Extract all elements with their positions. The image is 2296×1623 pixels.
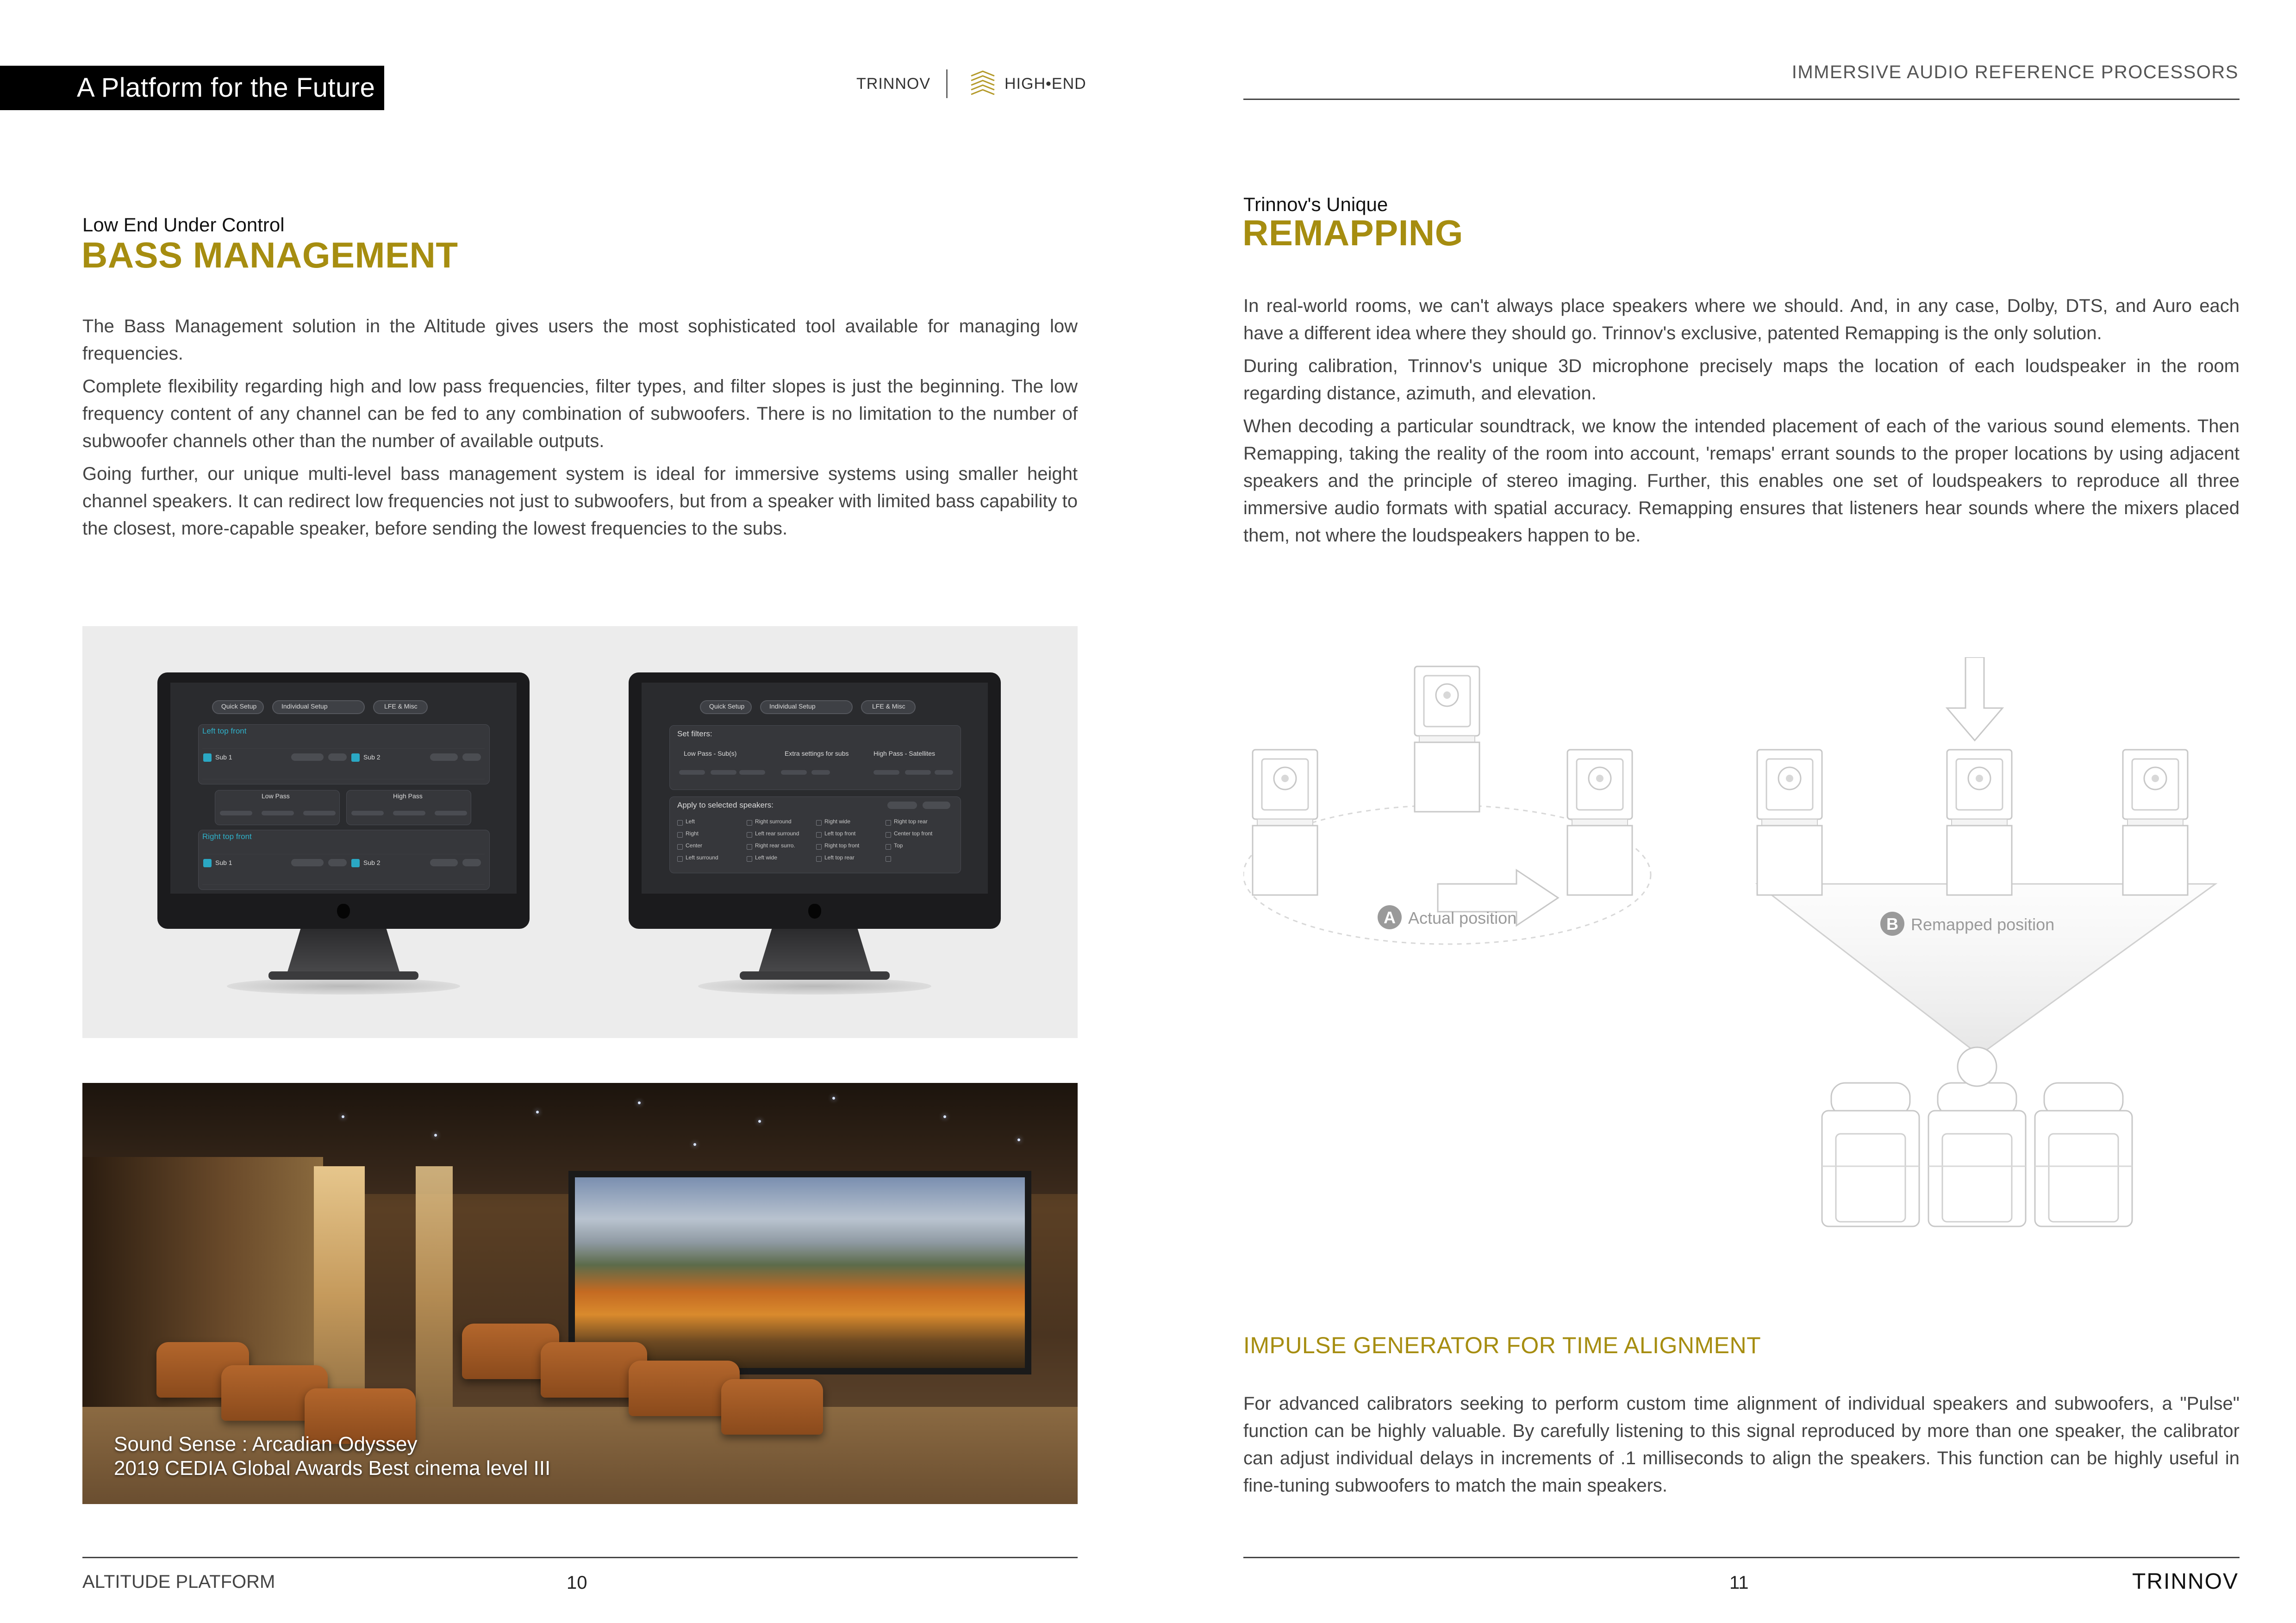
brand-divider: [946, 69, 948, 98]
label-actual-position: Actual position: [1408, 908, 1517, 927]
speaker-checkbox-label: Left top rear: [824, 854, 855, 861]
bass-paragraph: The Bass Management solution in the Altitude gives users the most sophisticated tool available for managing low frequencies.: [82, 316, 1078, 364]
speaker-group-left-top-front: Left top front Sub 1 Sub 2: [198, 724, 490, 784]
monitor-stand: [758, 929, 871, 973]
speaker-checkbox-label: Right rear surro.: [755, 842, 795, 849]
sub2-checkbox[interactable]: [351, 753, 360, 762]
impulse-body: [1243, 1390, 2240, 1505]
footer-brand: TRINNOV: [2132, 1569, 2239, 1594]
speaker-checkbox-label: Right surround: [755, 818, 792, 825]
speaker-checkbox-label: Right top rear: [894, 818, 928, 825]
speaker-checkbox[interactable]: [677, 832, 683, 838]
footer-left-label: ALTITUDE PLATFORM: [82, 1572, 275, 1592]
high-end-logo-icon: [969, 69, 996, 96]
speaker-checkbox-label: Center top front: [894, 830, 933, 837]
remapping-paragraph: When decoding a particular soundtrack, we know the intended placement of each of the various sound elements. Then Remapping, taking the reality of the room into account, 'remaps' errant sounds to the proper locations by using adjacent speakers and the principle of stereo imaging. Further, this enables one set of loudspeakers to reproduce all three immersive audio formats with spatial accuracy. Remapping ensures that listeners hear sounds where the mixers placed them, not where the loudspeakers happen to be.: [1243, 416, 2240, 546]
monitor-frame: [157, 672, 530, 929]
footer-rule-left: [82, 1557, 1078, 1558]
bass-heading: BASS MANAGEMENT: [81, 235, 458, 275]
unselect-all-button[interactable]: [887, 802, 917, 809]
tab-lfe-misc[interactable]: LFE & Misc: [861, 700, 916, 714]
bass-body: [82, 313, 1078, 548]
tab-quick-setup[interactable]: Quick Setup: [700, 700, 752, 714]
toggle[interactable]: [462, 753, 481, 761]
speaker-checkbox-label: Right wide: [824, 818, 851, 825]
tab-individual-setup[interactable]: Individual Setup: [760, 700, 853, 714]
speaker-checkbox[interactable]: [886, 844, 891, 850]
speaker-checkbox[interactable]: [677, 820, 683, 826]
impulse-paragraph: For advanced calibrators seeking to perform custom time alignment of individual speakers and subwoofers, a "Pulse" function can be highly valuable. By carefully listening to this signal reproduced by more than one speaker, the calibrator can adjust individual delays in increments of .1 milliseconds to align the speakers. This function can be highly useful in fine-tuning subwoofers to match the main speakers.: [1243, 1393, 2240, 1496]
monitors-panel: [82, 626, 1078, 1038]
speaker-checkbox[interactable]: [747, 820, 752, 826]
brand-tagline: HIGH•END: [1004, 75, 1086, 93]
speaker-checkbox[interactable]: [677, 844, 683, 850]
photo-caption: [114, 1432, 550, 1480]
low-pass-box: Low Pass: [215, 790, 340, 825]
speaker-checkbox-label: Left rear surround: [755, 830, 799, 837]
speaker-checkbox-label: Right top front: [824, 842, 860, 849]
remapping-heading: REMAPPING: [1242, 212, 1463, 253]
speaker-checkbox-label: Top: [894, 842, 903, 849]
page-number-left: 10: [567, 1573, 587, 1593]
badge-b: B: [1886, 914, 1898, 933]
remapping-body: [1243, 292, 2240, 555]
gain-stepper[interactable]: [430, 753, 458, 761]
high-pass-box: High Pass: [346, 790, 471, 825]
cinema-photo: [82, 1083, 1078, 1504]
header-divider: [1243, 99, 2240, 100]
speaker-checkbox[interactable]: [886, 856, 891, 862]
remapping-paragraph: During calibration, Trinnov's unique 3D microphone precisely maps the location of each loudspeaker in the room regarding distance, azimuth, and elevation.: [1243, 356, 2240, 404]
tab-quick-setup[interactable]: Quick Setup: [212, 700, 264, 714]
apple-logo-icon: [808, 904, 821, 919]
speaker-checkbox-label: Left surround: [686, 854, 718, 861]
bass-kicker: Low End Under Control: [82, 214, 285, 236]
monitor-stand: [287, 929, 400, 973]
caption-line: 2019 CEDIA Global Awards Best cinema level III: [114, 1457, 551, 1480]
apple-logo-icon: [337, 904, 350, 919]
monitor-frame: [629, 672, 1001, 929]
select-all-button[interactable]: [923, 802, 950, 809]
label-remapped-position: Remapped position: [1911, 915, 2055, 934]
speaker-checkbox-label: Center: [686, 842, 703, 849]
speaker-checkbox-label: Left wide: [755, 854, 778, 861]
speaker-checkbox[interactable]: [747, 844, 752, 850]
speaker-checkbox-label: Left: [686, 818, 695, 825]
toggle[interactable]: [328, 753, 347, 761]
remapping-kicker: Trinnov's Unique: [1243, 193, 1388, 215]
sub2-checkbox[interactable]: [351, 859, 360, 867]
speaker-checkbox[interactable]: [886, 832, 891, 838]
set-filters-title: Set filters:: [677, 729, 712, 738]
speaker-checkbox-label: Left top front: [824, 830, 856, 837]
speaker-checkbox[interactable]: [816, 844, 822, 850]
right-page-header: IMMERSIVE AUDIO REFERENCE PROCESSORS: [1791, 62, 2239, 82]
sub1-checkbox[interactable]: [203, 859, 212, 867]
speaker-checkbox[interactable]: [747, 832, 752, 838]
remapping-diagram: [1243, 657, 2240, 1277]
speaker-checkbox[interactable]: [677, 856, 683, 862]
impulse-heading: IMPULSE GENERATOR FOR TIME ALIGNMENT: [1243, 1332, 1761, 1358]
remapping-paragraph: In real-world rooms, we can't always place speakers where we should. And, in any case, Dolby, DTS, and Auro each have a different idea where they should go. Trinnov's exclusive, patented Remapping is the only solution.: [1243, 296, 2240, 343]
speaker-checkbox[interactable]: [886, 820, 891, 826]
footer-rule-right: [1243, 1557, 2240, 1558]
section-title: Right top front: [202, 832, 252, 841]
speaker-checkbox[interactable]: [816, 820, 822, 826]
tab-lfe-misc[interactable]: LFE & Misc: [373, 700, 428, 714]
screen-set-filters: [642, 683, 988, 894]
speaker-checkbox[interactable]: [747, 856, 752, 862]
speaker-checkbox[interactable]: [816, 856, 822, 862]
caption-line: Sound Sense : Arcadian Odyssey: [114, 1433, 418, 1455]
bass-paragraph: Complete flexibility regarding high and low pass frequencies, filter types, and filter slopes is just the beginning. The low frequency content of any channel can be fed to any combination of subwoofers. There is no limitation to the number of subwoofer channels other than the number of available outputs.: [82, 376, 1078, 451]
screen-individual-setup: [170, 683, 517, 894]
tab-individual-setup[interactable]: Individual Setup: [272, 700, 365, 714]
speaker-group-right-top-front: Right top front Sub 1 Sub 2: [198, 830, 490, 890]
brand-name: TRINNOV: [856, 75, 930, 93]
apply-title: Apply to selected speakers:: [677, 801, 774, 809]
sub1-checkbox[interactable]: [203, 753, 212, 762]
gain-stepper[interactable]: [291, 753, 324, 761]
apply-speakers-box: [669, 796, 961, 873]
badge-a: A: [1384, 908, 1396, 927]
section-title-bar: A Platform for the Future: [0, 66, 384, 110]
section-title: Left top front: [202, 727, 247, 735]
cinema-seat: [721, 1379, 823, 1435]
speaker-checkbox-label: Right: [686, 830, 699, 837]
set-filters-box: Set filters: Low Pass - Sub(s) Extra settings for subs High Pass - Satellites: [669, 725, 961, 790]
bass-paragraph: Going further, our unique multi-level bass management system is ideal for immersive systems using smaller height channel speakers. It can redirect low frequencies not just to subwoofers, but from a speaker with limited bass capability to the closest, more-capable speaker, before sending the lowest frequencies to the subs.: [82, 464, 1078, 539]
speaker-checkbox[interactable]: [816, 832, 822, 838]
page-number-right: 11: [1729, 1573, 1749, 1593]
